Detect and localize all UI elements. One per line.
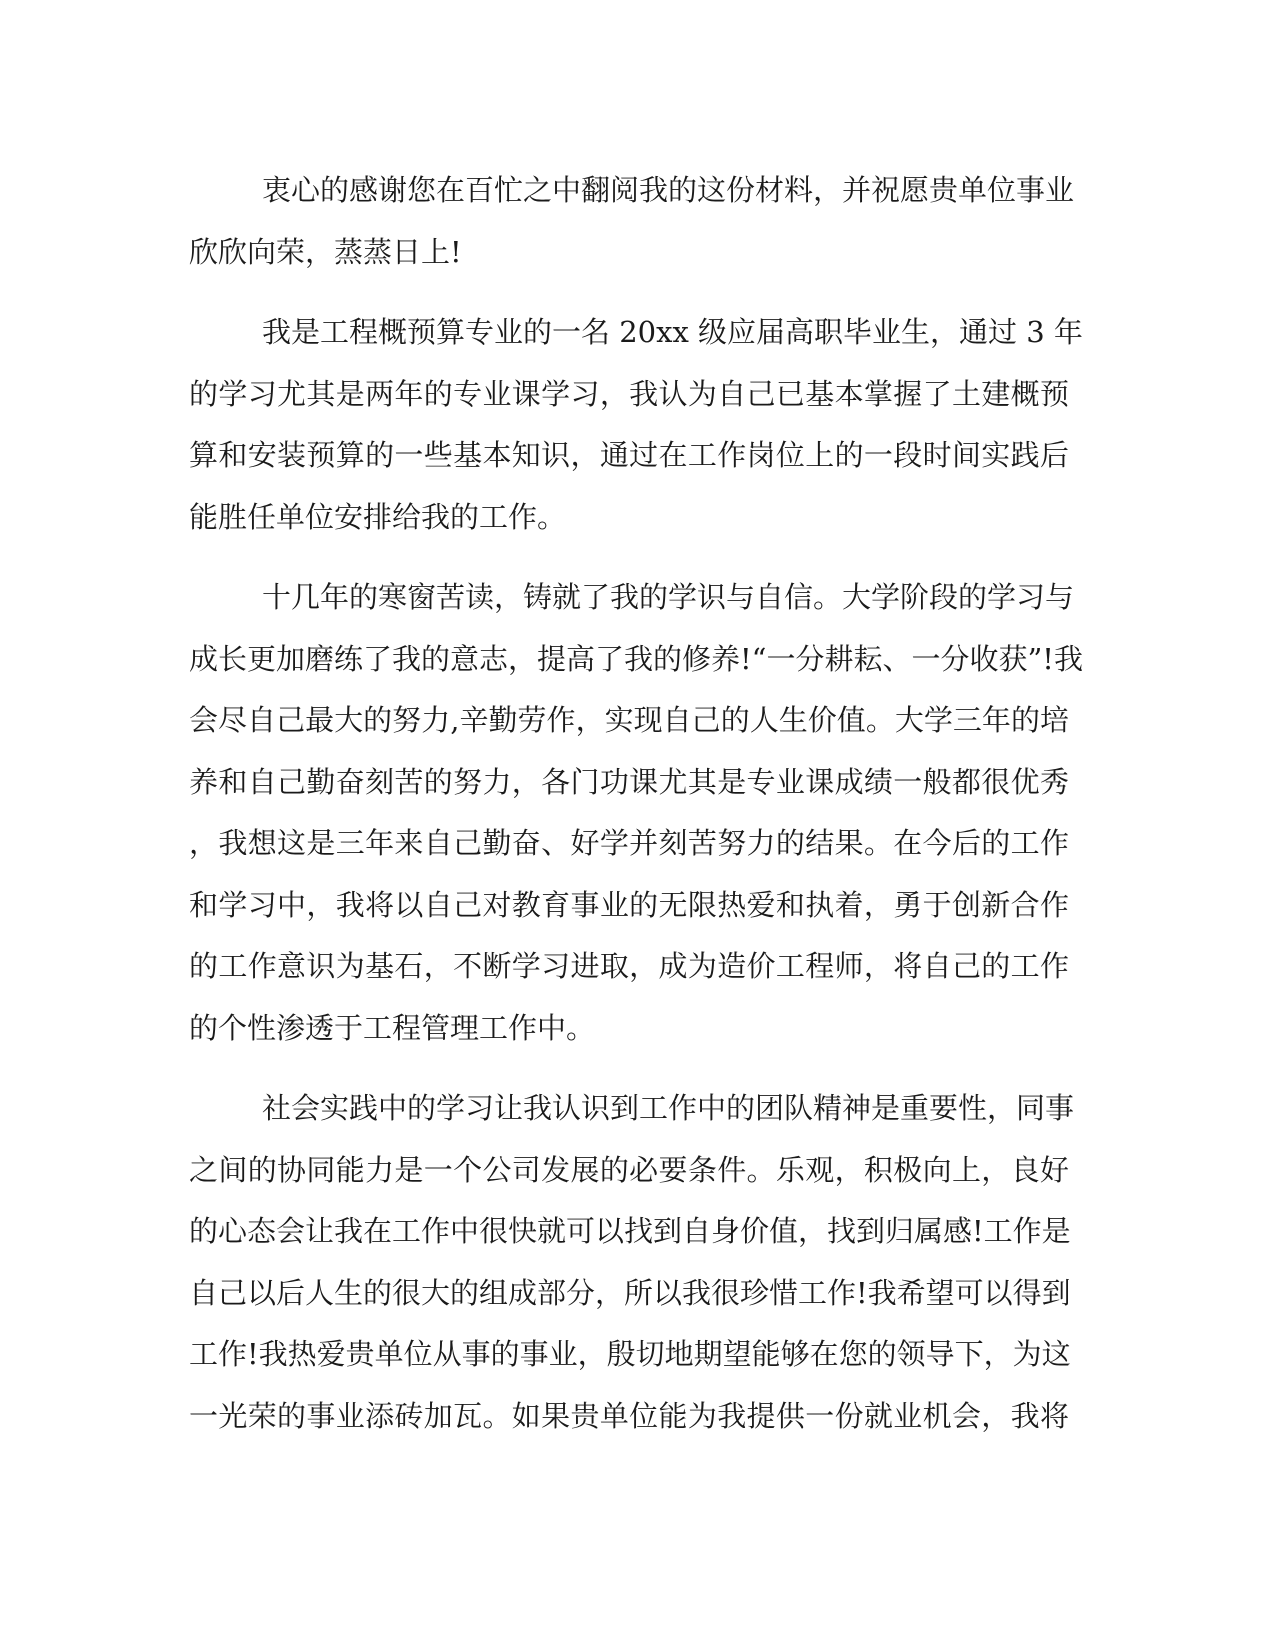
text-line: 的工作意识为基石，不断学习进取，成为造价工程师，将自己的工作	[189, 949, 1069, 983]
text-line: 算和安装预算的一些基本知识，通过在工作岗位上的一段时间实践后	[189, 438, 1069, 472]
text-line: ，我想这是三年来自己勤奋、好学并刻苦努力的结果。在今后的工作	[189, 826, 1069, 860]
text-line: 衷心的感谢您在百忙之中翻阅我的这份材料，并祝愿贵单位事业	[262, 173, 1075, 207]
text-line: 自己以后人生的很大的组成部分，所以我很珍惜工作!我希望可以得到	[189, 1275, 1071, 1310]
text-line: 和学习中，我将以自己对教育事业的无限热爱和执着，勇于创新合作	[189, 887, 1069, 922]
text-line: 欣欣向荣，蒸蒸日上!	[189, 234, 462, 269]
text-line: 的心态会让我在工作中很快就可以找到自身价值，找到归属感!工作是	[189, 1214, 1071, 1248]
text-line: 会尽自己最大的努力,辛勤劳作，实现自己的人生价值。大学三年的培	[189, 703, 1069, 737]
text-line: 一光荣的事业添砖加瓦。如果贵单位能为我提供一份就业机会，我将	[189, 1398, 1069, 1433]
text-line: 能胜任单位安排给我的工作。	[189, 499, 567, 534]
text-line: 养和自己勤奋刻苦的努力，各门功课尤其是专业课成绩一般都很优秀	[189, 764, 1069, 799]
paragraph-practice	[189, 1078, 1075, 1447]
text-line: 十几年的寒窗苦读，铸就了我的学识与自信。大学阶段的学习与	[262, 580, 1075, 614]
text-line: 成长更加磨练了我的意志，提高了我的修养!“一分耕耘、一分收获”!我	[189, 641, 1083, 676]
text-line: 工作!我热爱贵单位从事的事业，殷切地期望能够在您的领导下，为这	[189, 1337, 1071, 1371]
paragraph-study	[189, 567, 1083, 1059]
paragraph-gratitude	[189, 160, 1075, 283]
paragraph-self-intro	[189, 302, 1083, 548]
text-line: 之间的协同能力是一个公司发展的必要条件。乐观，积极向上，良好	[189, 1152, 1069, 1187]
text-line: 社会实践中的学习让我认识到工作中的团队精神是重要性，同事	[262, 1091, 1075, 1125]
document-body	[189, 160, 1083, 1466]
text-line: 的个性渗透于工程管理工作中。	[189, 1010, 596, 1045]
text-line: 的学习尤其是两年的专业课学习，我认为自己已基本掌握了土建概预	[189, 376, 1069, 411]
text-line: 我是工程概预算专业的一名 20xx 级应届高职毕业生，通过 3 年	[262, 315, 1083, 349]
